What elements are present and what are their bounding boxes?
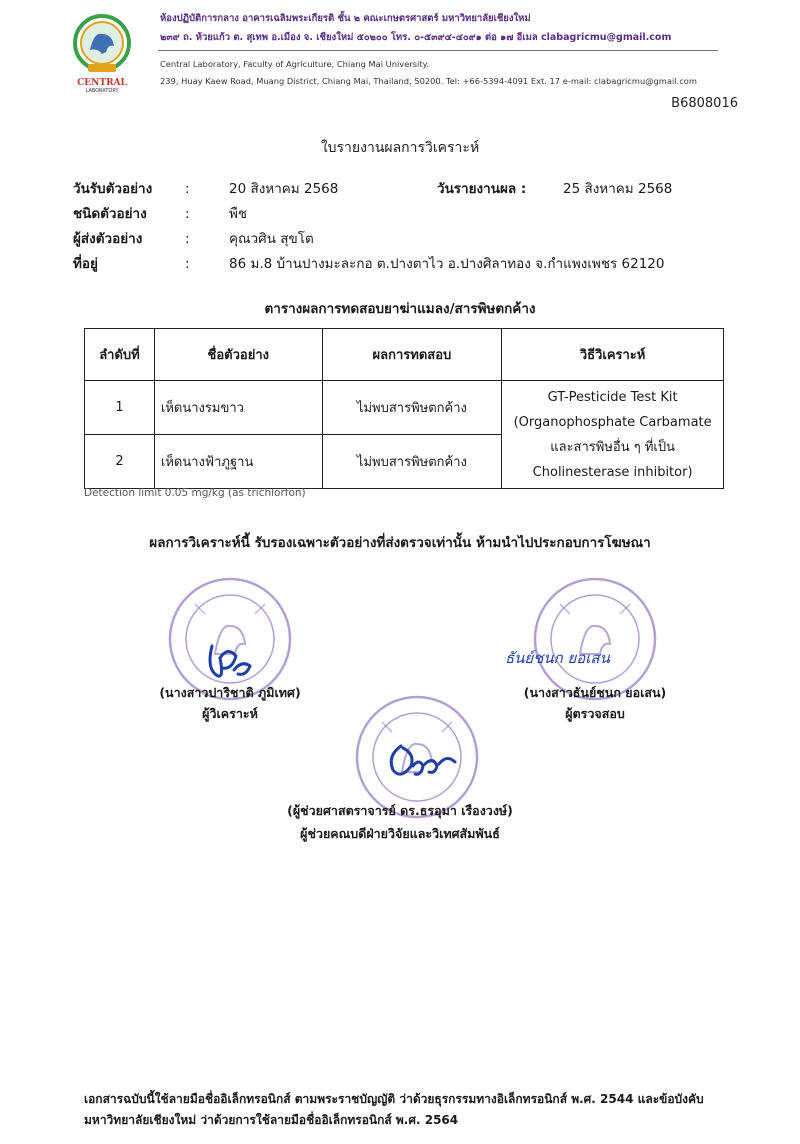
column-header-sample-name: ชื่อตัวอย่าง (154, 329, 322, 381)
row-sample-name: เห็ดนางฟ้าภูฐาน (154, 435, 322, 489)
certification-note: ผลการวิเคราะห์นี้ รับรองเฉพาะตัวอย่างที่ส่งตรวจเท่านั้น ห้ามนำไปประกอบการโฆษณา (149, 535, 651, 551)
method-line: และสารพิษอื่น ๆ ที่เป็น (550, 439, 675, 455)
table-title: ตารางผลการทดสอบยาฆ่าแมลง/สารพิษตกค้าง (264, 301, 536, 317)
method-line: (Organophosphate Carbamate (513, 414, 712, 430)
lab-address-thai: ๒๓๙ ถ. ห้วยแก้ว ต. สุเทพ อ.เมือง จ. เชียงใหม่ ๕๐๒๐๐ โทร. ๐-๕๓๙๔-๔๐๙๑ ต่อ ๑๗ อีเมล clabagricmu@gmail.com (160, 32, 672, 43)
row-result: ไม่พบสารพิษตกค้าง (322, 435, 502, 489)
report-date-value: 25 สิงหาคม 2568 (563, 181, 673, 197)
row-sample-name: เห็ดนางรมขาว (154, 381, 322, 435)
detection-limit: Detection limit 0.05 mg/kg (as trichlorfon) (84, 487, 306, 499)
colon: : (185, 231, 190, 247)
address-value: 86 ม.8 บ้านปางมะละกอ ต.ปางตาไว อ.ปางศิลาทอง จ.กำแพงเพชร 62120 (229, 256, 665, 272)
row-no: 1 (85, 381, 155, 435)
received-date-value: 20 สิงหาคม 2568 (229, 181, 339, 197)
lab-name-english: Central Laboratory, Faculty of Agriculture, Chiang Mai University. (160, 59, 429, 69)
logo-text: CENTRAL (77, 78, 127, 88)
row-result: ไม่พบสารพิษตกค้าง (322, 381, 502, 435)
faculty-logo (62, 10, 142, 90)
checker-name: (นางสาวธันย์ชนก ยอเสน) (523, 685, 667, 700)
method-line: Cholinesterase inhibitor) (532, 464, 693, 480)
document-number: B6808016 (671, 96, 738, 111)
sample-type-label: ชนิดตัวอย่าง (73, 206, 147, 222)
checker-role: ผู้ตรวจสอบ (565, 706, 625, 721)
table-header-row (85, 329, 724, 381)
footer-note (84, 1089, 704, 1131)
footer-line-2: มหาวิทยาลัยเชียงใหม่ ว่าด้วยการใช้ลายมือชื่ออิเล็กทรอนิกส์ พ.ศ. 2564 (84, 1113, 459, 1127)
report-date-label: วันรายงานผล : (437, 181, 527, 197)
analyst-name: (นางสาวปาริชาติ ภูมิเทศ) (159, 685, 301, 700)
table-row (85, 381, 724, 435)
approver-name: (ผู้ช่วยศาสตราจารย์ ดร.ธรอุมา เรืองวงษ์) (287, 803, 513, 818)
column-header-no: ลำดับที่ (85, 329, 155, 381)
approver-role: ผู้ช่วยคณบดีฝ่ายวิจัยและวิเทศสัมพันธ์ (300, 826, 500, 841)
column-header-method: วิธีวิเคราะห์ (502, 329, 724, 381)
column-header-result: ผลการทดสอบ (322, 329, 502, 381)
method-line: GT-Pesticide Test Kit (547, 389, 678, 405)
address-label: ที่อยู่ (73, 256, 98, 272)
lab-name-thai: ห้องปฏิบัติการกลาง อาคารเฉลิมพระเกียรติ ชั้น ๒ คณะเกษตรศาสตร์ มหาวิทยาลัยเชียงใหม่ (160, 13, 531, 24)
sender-label: ผู้ส่งตัวอย่าง (73, 231, 143, 247)
report-title: ใบรายงานผลการวิเคราะห์ (320, 140, 480, 156)
lab-address-english: 239, Huay Kaew Road, Muang District, Chiang Mai, Thailand, 50200. Tel: +66-5394-4091 Ext. 17 e-mail: clabagricmu@gmail.com (160, 76, 697, 86)
analyst-role: ผู้วิเคราะห์ (202, 706, 258, 721)
colon: : (185, 206, 190, 222)
approver-signature (385, 736, 465, 796)
sender-value: คุณวศิน สุขโต (229, 231, 314, 247)
received-date-label: วันรับตัวอย่าง (73, 181, 153, 197)
colon: : (185, 256, 190, 272)
results-table (84, 328, 724, 489)
footer-line-1: เอกสารฉบับนี้ใช้ลายมือชื่ออิเล็กทรอนิกส์ ตามพระราชบัญญัติ ว่าด้วยธุรกรรมทางอิเล็กทรอนิกส์ พ.ศ. 2544 และข้อบังคับ (84, 1092, 704, 1106)
header-divider (158, 50, 718, 51)
svg-text:LABORATORY: LABORATORY (85, 88, 119, 92)
checker-signature: ธันย์ชนก ยอเสน (505, 649, 610, 667)
row-no: 2 (85, 435, 155, 489)
colon: : (185, 181, 190, 197)
sample-type-value: พืช (229, 206, 248, 222)
method-cell (502, 381, 724, 489)
